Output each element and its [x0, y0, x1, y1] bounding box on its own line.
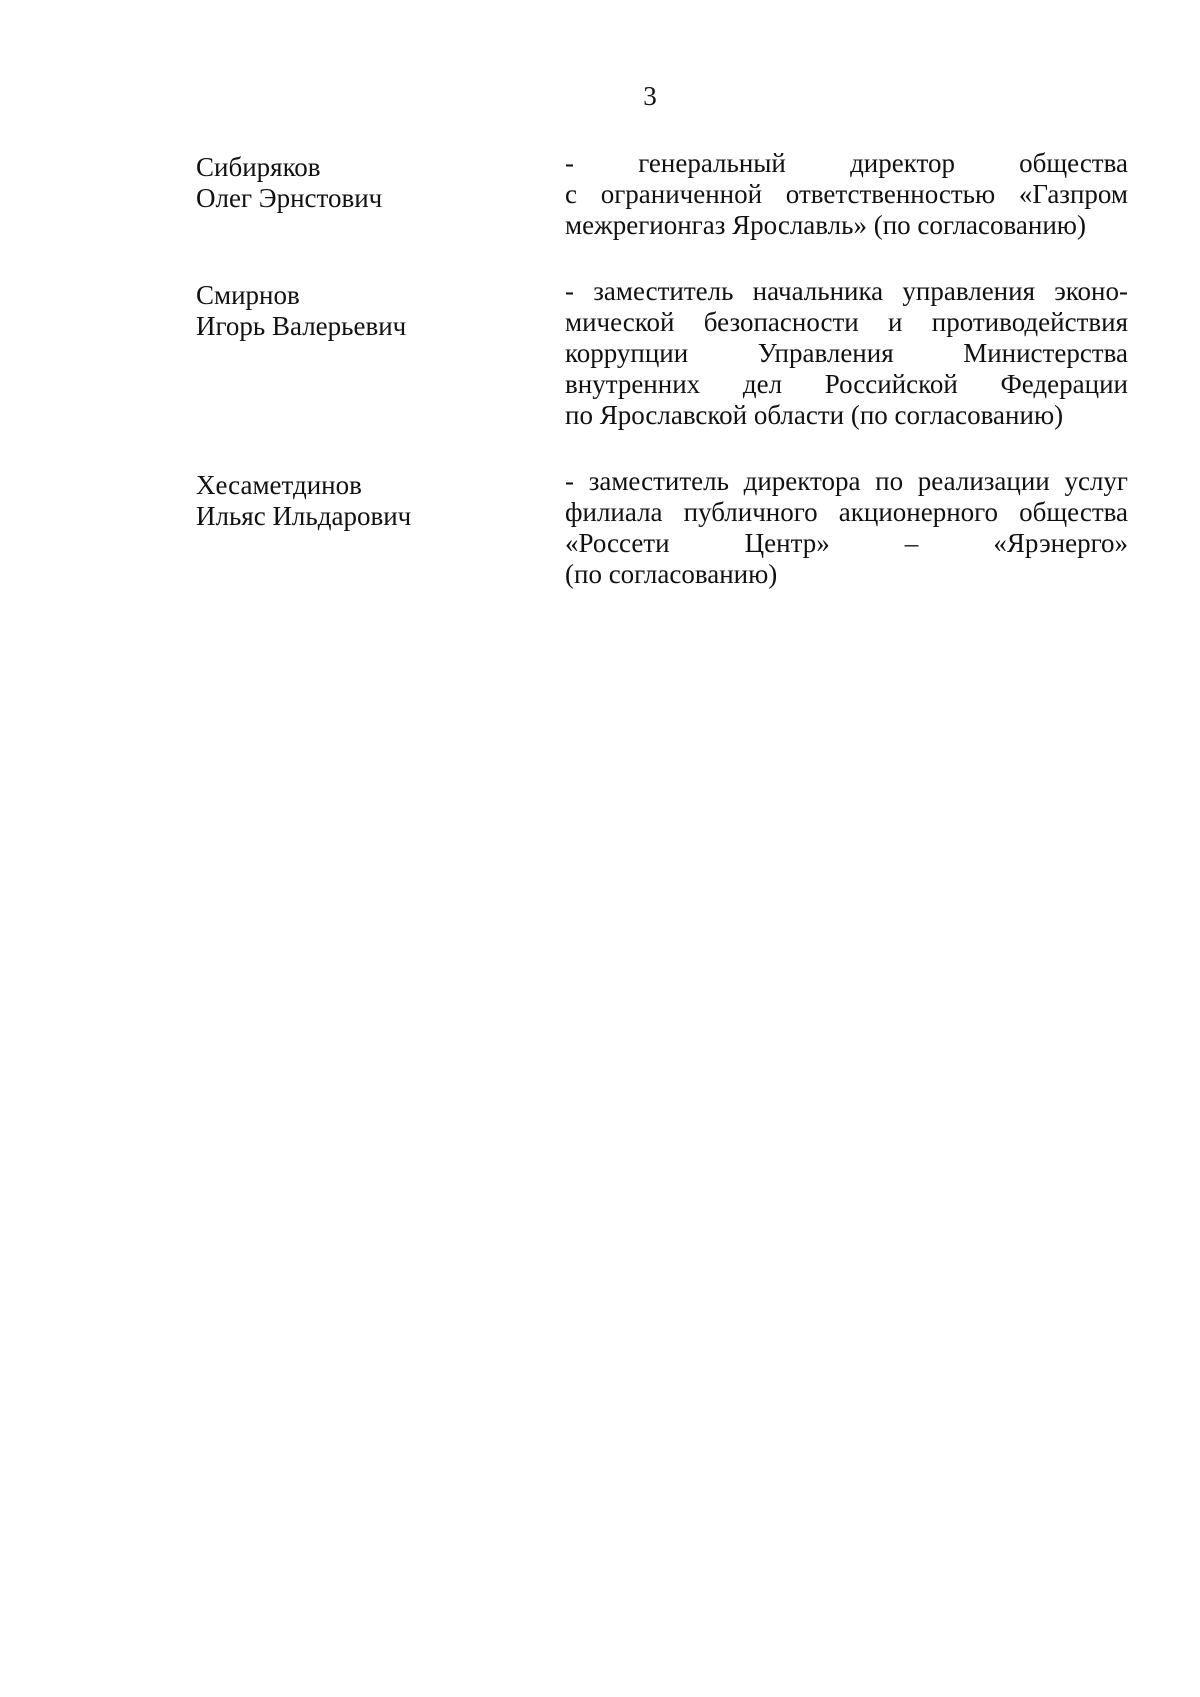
member-name: [196, 470, 526, 532]
member-surname: Смирнов: [196, 280, 300, 310]
member-given-names: Ильяс Ильдарович: [196, 501, 412, 531]
member-surname: Сибиряков: [196, 152, 321, 182]
member-surname: Хесаметдинов: [196, 470, 362, 500]
position-line: по Ярославской области (по согласованию): [565, 400, 1064, 430]
member-given-names: Олег Эрнстович: [196, 183, 383, 213]
position-line: внутренних дел Российской Федерации: [565, 369, 1128, 399]
position-line: - заместитель начальника управления эконо-: [565, 276, 1128, 306]
member-position: [565, 466, 1128, 590]
position-line: с ограниченной ответственностью «Газпром: [565, 179, 1128, 209]
member-position: [565, 148, 1128, 241]
position-line: мической безопасности и противодействия: [565, 307, 1128, 337]
member-name: [196, 280, 526, 342]
position-line: - генеральный директор общества: [565, 148, 1128, 178]
member-name: [196, 152, 526, 214]
page-number: 3: [643, 81, 657, 111]
position-line: коррупции Управления Министерства: [565, 338, 1128, 368]
position-line: межрегионгаз Ярославль» (по согласованию): [565, 210, 1086, 240]
position-line: «Россети Центр» – «Ярэнерго»: [565, 528, 1128, 558]
member-given-names: Игорь Валерьевич: [196, 311, 407, 341]
position-line: - заместитель директора по реализации услуг: [565, 466, 1128, 496]
position-line: филиала публичного акционерного общества: [565, 497, 1128, 527]
member-position: [565, 276, 1128, 431]
position-line: (по согласованию): [565, 559, 778, 589]
